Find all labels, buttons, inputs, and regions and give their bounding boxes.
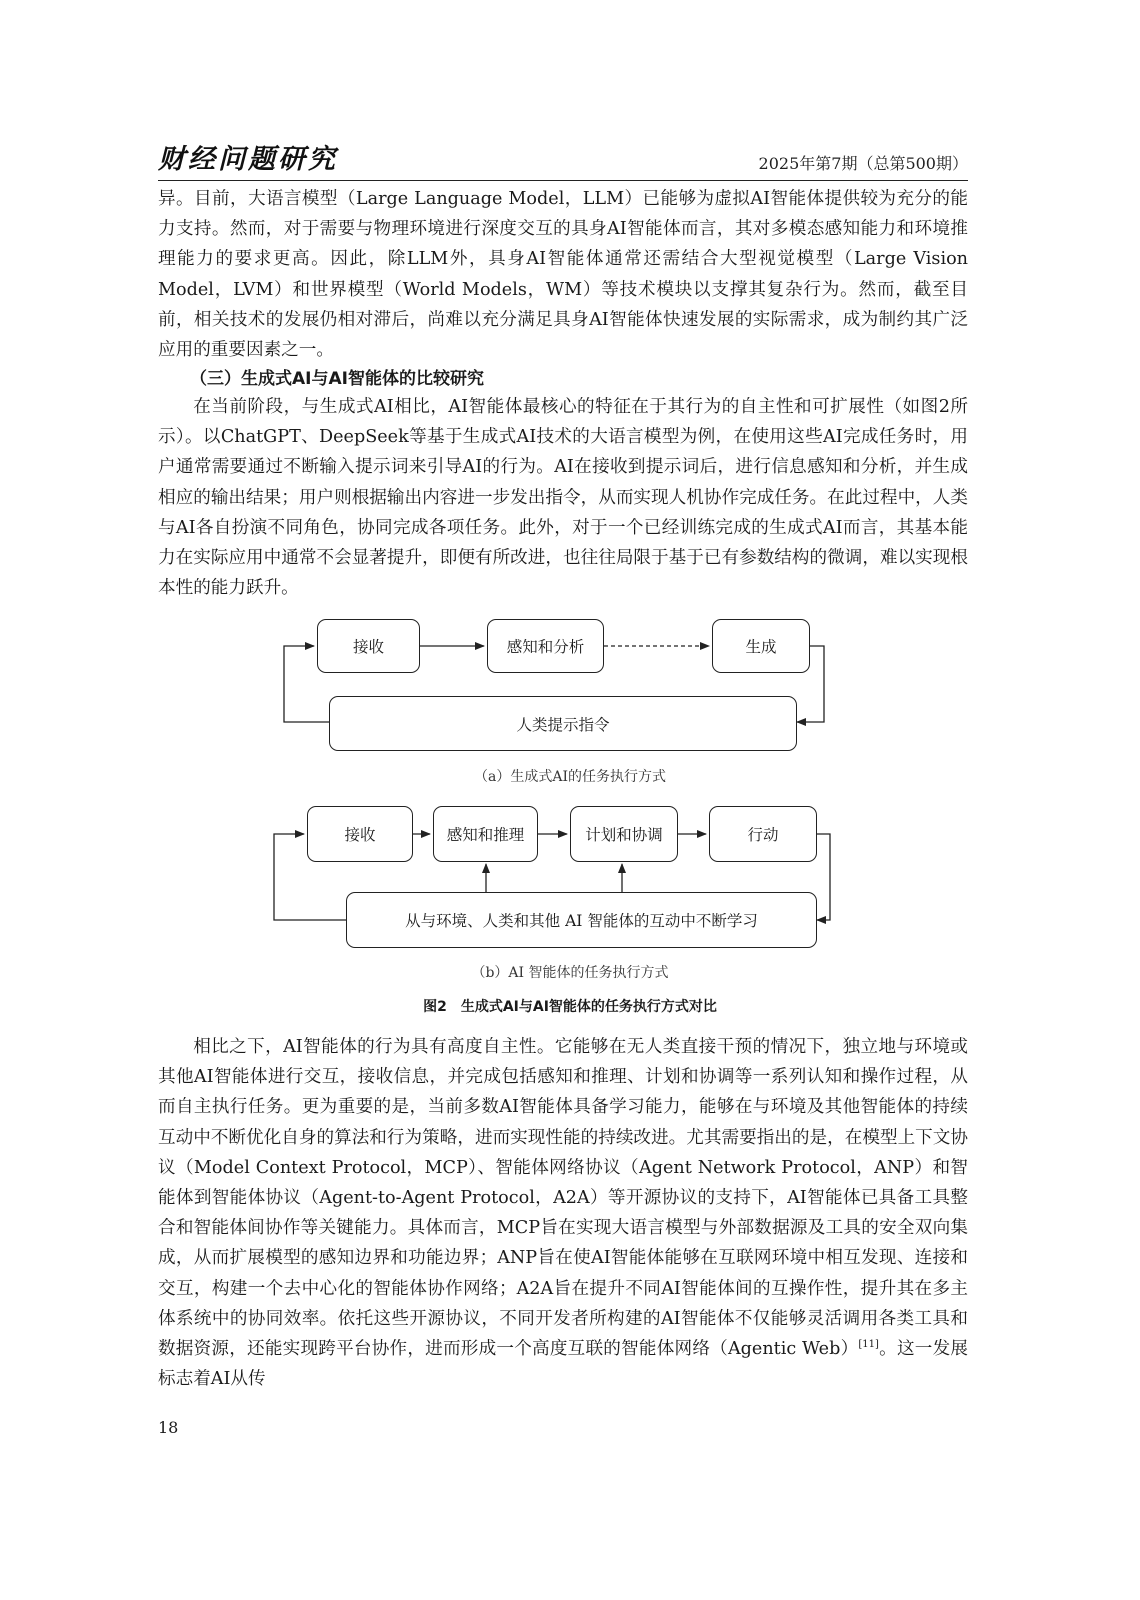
journal-logo: 财经问题研究: [158, 144, 338, 175]
node-a-generate: 生成: [712, 619, 810, 673]
node-b-receive: 接收: [307, 806, 413, 862]
node-b-act: 行动: [709, 806, 817, 862]
node-a-perceive-analyze: 感知和分析: [487, 619, 604, 673]
paragraph-3-text: 相比之下，AI智能体的行为具有高度自主性。它能够在无人类直接干预的情况下，独立地与环境或其他AI智能体进行交互，接收信息，并完成包括感知和推理、计划和协调等一系列认知和操作过程，从而自主执行任务。更为重要的是，当前多数AI智能体具备学习能力，能够在与环境及其他智能体的持续互动中不断优化自身的算法和行为策略，进而实现性能的持续改进。尤其需要指出的是，在模型上下文协议（Model Context Protocol，MCP）、智能体网络协议（Agent Network Protocol，ANP）和智能体到智能体协议（Agent-to-Agent Protocol，A2A）等开源协议的支持下，AI智能体已具备工具整合和智能体间协作等关键能力。具体而言，MCP旨在实现大语言模型与外部数据源及工具的安全双向集成，从而扩展模型的感知边界和功能边界；ANP旨在使AI智能体能够在互联网环境中相互发现、连接和交互，构建一个去中心化的智能体协作网络；A2A旨在提升不同AI智能体间的互操作性，提升其在多主体系统中的协同效率。依托这些开源协议，不同开发者所构建的AI智能体不仅能够灵活调用各类工具和数据资源，还能实现跨平台协作，进而形成一个高度互联的智能体网络（Agentic Web）: [158, 1037, 969, 1360]
paragraph-2: 在当前阶段，与生成式AI相比，AI智能体最核心的特征在于其行为的自主性和可扩展性（如图2所示）。以ChatGPT、DeepSeek等基于生成式AI技术的大语言模型为例，在使用这些AI完成任务时，用户通常需要通过不断输入提示词来引导AI的行为。AI在接收到提示词后，进行信息感知和分析，并生成相应的输出结果；用户则根据输出内容进一步发出指令，从而实现人机协作完成任务。在此过程中，人类与AI各自扮演不同角色，协同完成各项任务。此外，对于一个已经训练完成的生成式AI而言，其基本能力在实际应用中通常不会显著提升，即便有所改进，也往往局限于基于已有参数结构的微调，难以实现根本性的能力跃升。: [158, 397, 968, 599]
page-number: 18: [158, 1418, 179, 1437]
node-b-plan-coordinate: 计划和协调: [570, 806, 678, 862]
figure-2: [262, 612, 878, 1015]
node-b-perceive-reason: 感知和推理: [433, 806, 538, 862]
node-b-continuous-learning: 从与环境、人类和其他 AI 智能体的互动中不断学习: [346, 892, 817, 948]
citation-ref: [11]: [858, 1339, 879, 1351]
page-header: [158, 140, 968, 181]
paragraph-3-tail: 。这一发展标志着AI从传: [158, 1339, 968, 1390]
caption-a: （a）生成式AI的任务执行方式: [474, 769, 666, 785]
caption-b: （b）AI 智能体的任务执行方式: [471, 965, 669, 981]
node-a-receive: 接收: [317, 619, 420, 673]
section-heading: （三）生成式AI与AI智能体的比较研究: [190, 369, 484, 389]
node-a-human-prompt: 人类提示指令: [329, 696, 797, 751]
paragraph-1: 异。目前，大语言模型（Large Language Model，LLM）已能够为虚拟AI智能体提供较为充分的能力支持。然而，对于需要与物理环境进行深度交互的具身AI智能体而言，其对多模态感知能力和环境推理能力的要求更高。因此，除LLM外，具身AI智能体通常还需结合大型视觉模型（Large Vision Model，LVM）和世界模型（World Models，WM）等技术模块以支撑其复杂行为。然而，截至目前，相关技术的发展仍相对滞后，尚难以充分满足具身AI智能体快速发展的实际需求，成为制约其广泛应用的重要因素之一。: [158, 189, 968, 361]
paragraph-3: [158, 1032, 968, 1394]
issue-info: 2025年第7期（总第500期）: [758, 154, 968, 173]
figure-title: 图2 生成式AI与AI智能体的任务执行方式对比: [423, 999, 717, 1015]
arrow-b-act-learn: [817, 834, 830, 920]
